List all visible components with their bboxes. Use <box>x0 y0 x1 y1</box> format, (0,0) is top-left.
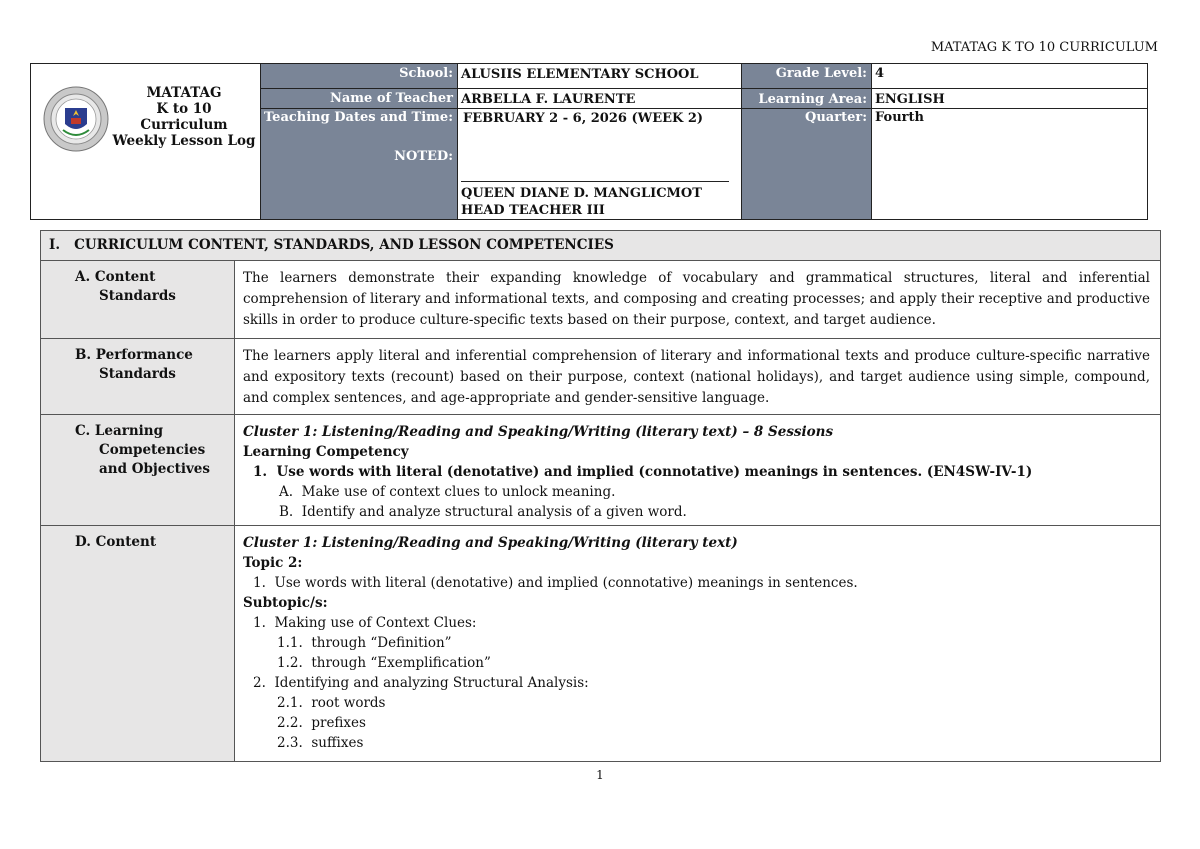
subtopic-item: 1. Making use of Context Clues: <box>253 615 477 631</box>
performance-standards-text: The learners apply literal and inferential comprehension of literary and informational texts and produce culture-specific narrative and expository texts (recount) based on their purpose, context (national holidays), and target audience using simple, compound, and complex sentences, and age-appropriate and gender-sensitive language. <box>243 348 1150 406</box>
subtopic-subitem: 1.2. through “Exemplification” <box>277 655 491 671</box>
table-row-competencies <box>41 415 1160 526</box>
noted-signatory <box>457 185 741 219</box>
teacher-label: Name of Teacher <box>329 91 453 106</box>
logo-title: MATATAG K to 10 Curriculum Weekly Lesson Log <box>112 85 256 149</box>
quarter-label: Quarter: <box>805 110 867 125</box>
objective-b: B. Identify and analyze structural analysis of a given word. <box>279 504 687 520</box>
logo-cell <box>31 64 261 219</box>
dates-value: FEBRUARY 2 - 6, 2026 (WEEK 2) <box>463 111 704 126</box>
table-row-performance-standards <box>41 339 1160 415</box>
area-label: Learning Area: <box>758 92 867 107</box>
grid-line <box>261 108 1147 109</box>
content-standards-text: The learners demonstrate their expanding knowledge of vocabulary and grammatical structures, literal and inferential comprehension of literary and informational texts, and composing and creating processes; and apply their receptive and productive skills in order to produce culture-specific texts based on their purpose, context, and target audience. <box>243 270 1150 328</box>
content-details <box>235 526 1160 753</box>
noted-label: NOTED: <box>394 149 453 164</box>
row-label: A. Content Standards <box>41 261 235 338</box>
row-label: B. Performance Standards <box>41 339 235 414</box>
deped-seal-icon <box>43 86 109 152</box>
subtopic-subitem: 1.1. through “Definition” <box>277 635 452 651</box>
noted-name: QUEEN DIANE D. MANGLICMOT <box>461 186 702 201</box>
noted-title: HEAD TEACHER III <box>461 203 605 218</box>
row-label: D. Content <box>41 526 235 761</box>
competencies-content <box>235 415 1160 522</box>
grade-label: Grade Level: <box>775 66 867 81</box>
table-row-content <box>41 526 1160 761</box>
cluster-heading: Cluster 1: Listening/Reading and Speaking/Writing (literary text) <box>243 535 738 551</box>
signature-line <box>461 181 729 182</box>
document-header: MATATAG K TO 10 CURRICULUM <box>930 40 1158 55</box>
subtopic-subitem: 2.2. prefixes <box>277 715 366 731</box>
section-title: I. CURRICULUM CONTENT, STANDARDS, AND LESSON COMPETENCIES <box>41 231 1160 261</box>
lesson-log-header <box>30 63 1148 220</box>
area-value: ENGLISH <box>875 92 945 107</box>
table-row-content-standards <box>41 261 1160 339</box>
lc-heading: Learning Competency <box>243 444 409 460</box>
teacher-value: ARBELLA F. LAURENTE <box>461 92 636 107</box>
subtopic-subitem: 2.3. suffixes <box>277 735 364 751</box>
grade-value: 4 <box>875 66 885 81</box>
school-value: ALUSIIS ELEMENTARY SCHOOL <box>461 67 699 82</box>
subtopic-heading: Subtopic/s: <box>243 595 328 611</box>
lc-item: 1. Use words with literal (denotative) and implied (connotative) meanings in sentences. (EN4SW-IV-1) <box>253 464 1033 480</box>
cluster-heading: Cluster 1: Listening/Reading and Speaking/Writing (literary text) – 8 Sessions <box>243 424 834 440</box>
topic-heading: Topic 2: <box>243 555 303 571</box>
grid-line <box>261 88 1147 89</box>
objective-a: A. Make use of context clues to unlock meaning. <box>279 484 616 500</box>
topic-item: 1. Use words with literal (denotative) and implied (connotative) meanings in sentences. <box>253 575 858 591</box>
page-number: 1 <box>596 768 604 782</box>
row-label: C. Learning Competencies and Objectives <box>41 415 235 525</box>
curriculum-table <box>40 230 1161 762</box>
quarter-value: Fourth <box>875 110 924 125</box>
subtopic-subitem: 2.1. root words <box>277 695 386 711</box>
school-label: School: <box>399 66 453 81</box>
dates-label: Teaching Dates and Time: <box>264 110 453 125</box>
subtopic-item: 2. Identifying and analyzing Structural Analysis: <box>253 675 589 691</box>
